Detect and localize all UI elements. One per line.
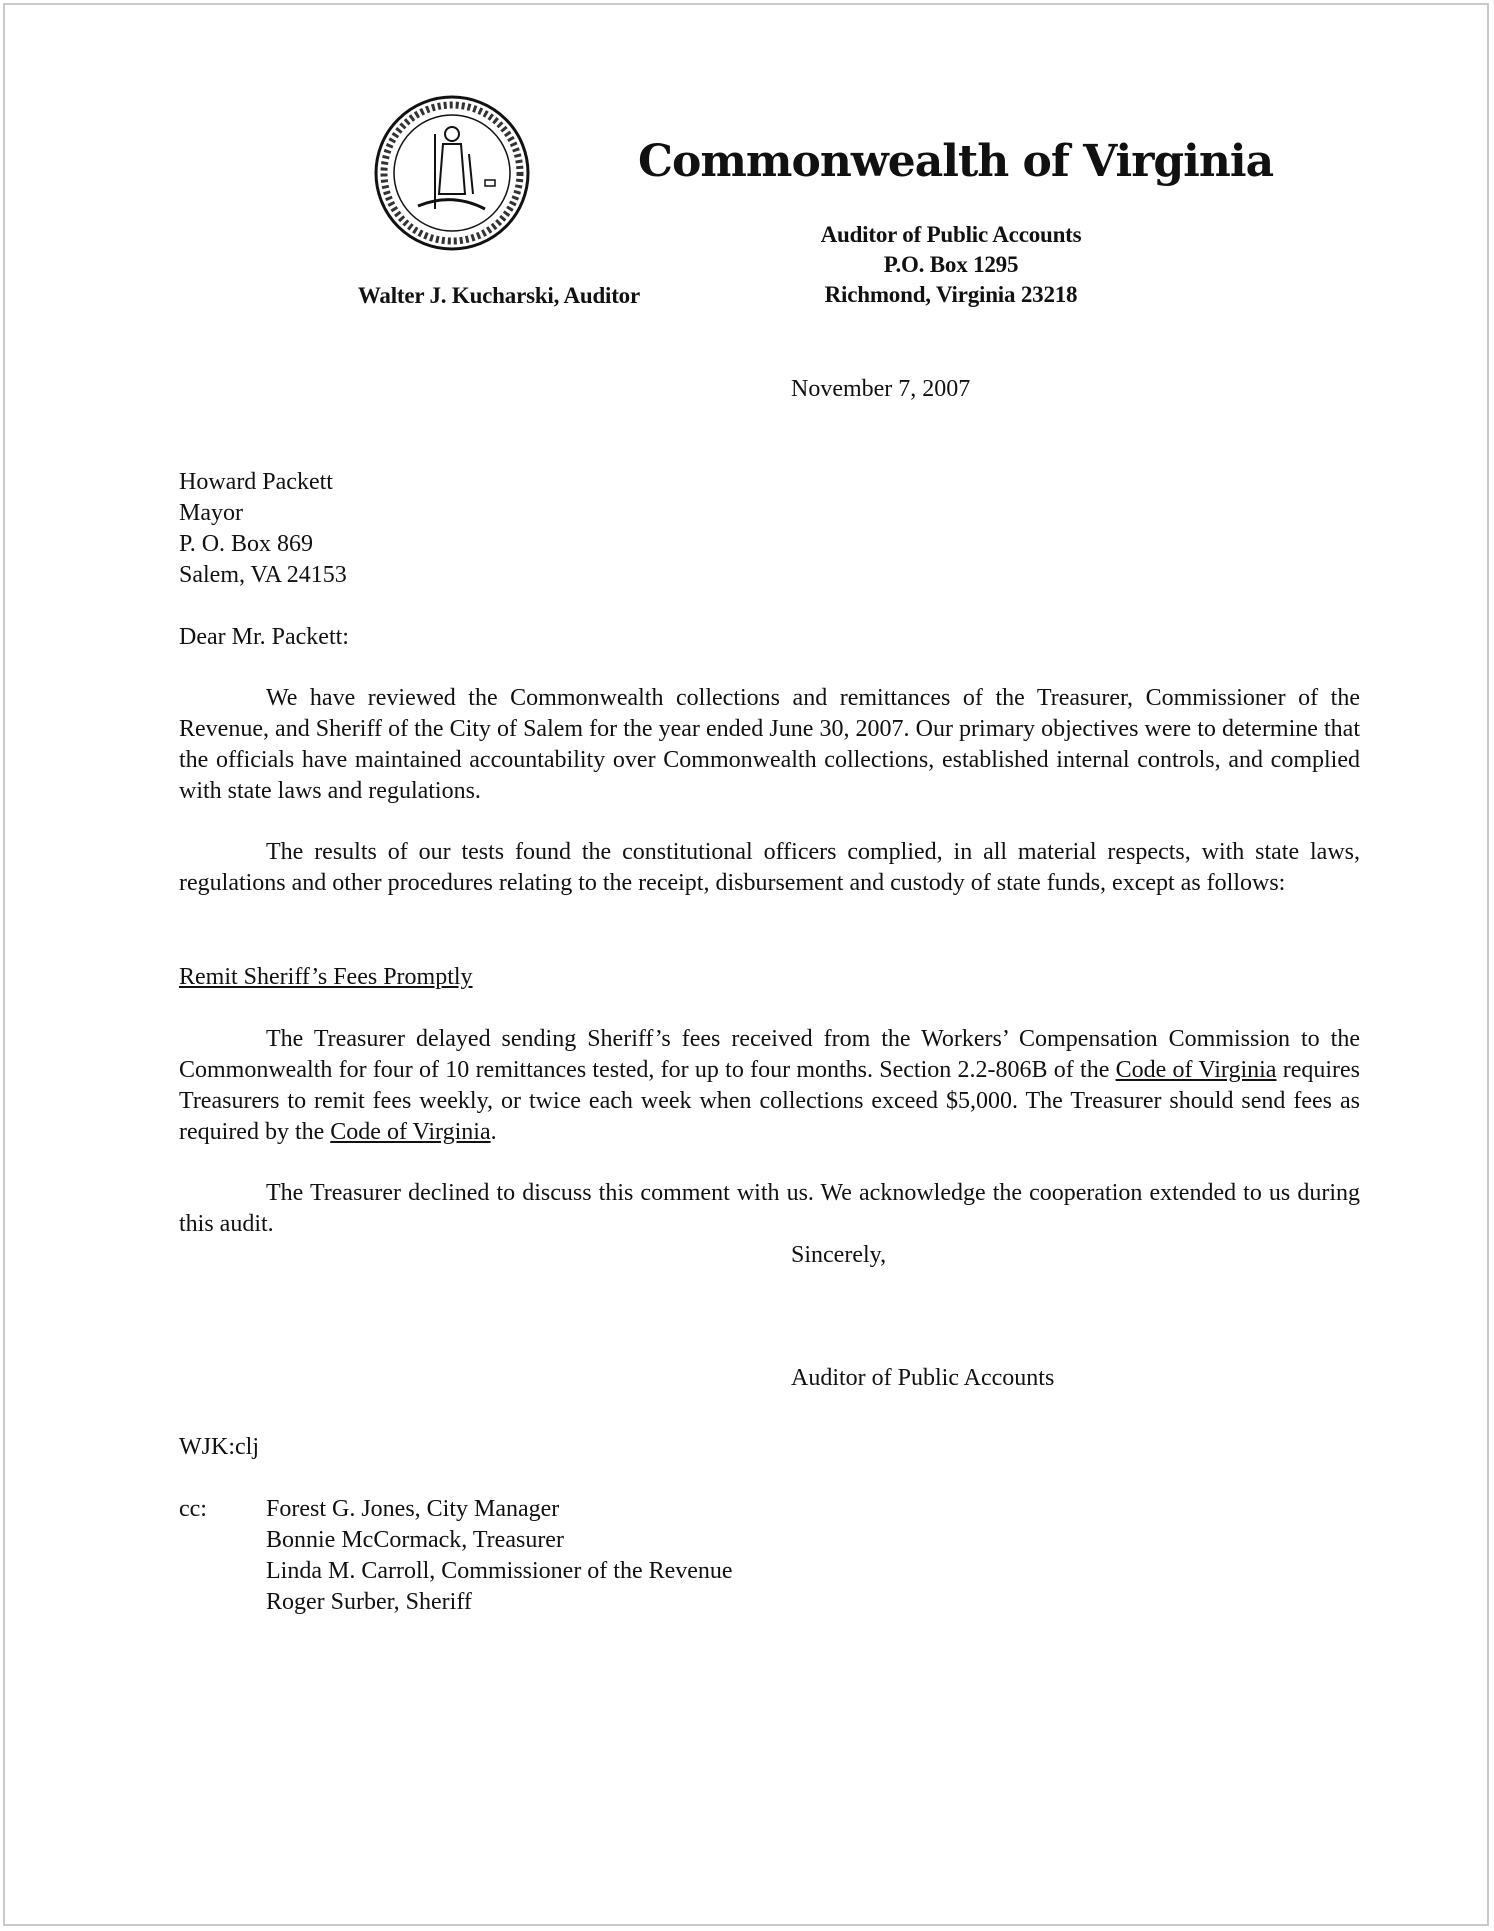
office-address [751,220,1151,310]
recipient-address [179,467,347,591]
paragraph-3-text: The Treasurer delayed sending Sheriff’s fees received from the Workers’ Compensation Commission to the Commonwealth for four of 10 remittances tested, for up to four months. Section 2.2-806B of the [179,1026,1360,1083]
cc-list [266,1494,733,1618]
paragraph-3-text: requires Treasurers to remit fees weekly, or twice each week when collections exceed $5,000. The Treasurer should send fees as required by the [179,1057,1361,1145]
virginia-seal-logo [373,94,531,252]
paragraph-3 [179,1024,1360,1148]
typist-initials: WJK:clj [179,1434,259,1460]
cc-recipient: Bonnie McCormack, Treasurer [266,1527,564,1553]
office-line: P.O. Box 1295 [883,252,1019,277]
cc-recipient: Roger Surber, Sheriff [266,1589,472,1615]
closing: Sincerely, [791,1242,887,1268]
office-line: Auditor of Public Accounts [820,222,1082,247]
letter-date: November 7, 2007 [791,376,971,402]
auditor-name: Walter J. Kucharski, Auditor [357,283,640,308]
salutation: Dear Mr. Packett: [179,624,349,650]
paragraph-3-text: . [490,1119,497,1145]
paragraph-1: We have reviewed the Commonwealth collections and remittances of the Treasurer, Commissioner of the Revenue, and Sheriff of the City of Salem for the year ended June 30, 2007. Our primary objectives were to determine that the officials have maintained accountability over Commonwealth collections, established internal controls, and complied with state laws and regulations. [179,685,1360,804]
cc-label: cc: [179,1496,207,1522]
office-line: Richmond, Virginia 23218 [824,282,1078,307]
recipient-line: Howard Packett [179,469,333,495]
paragraph-4: The Treasurer declined to discuss this comment with us. We acknowledge the cooperation extended to us during this audit. [179,1180,1360,1237]
paragraph-2: The results of our tests found the constitutional officers complied, in all material respects, with state laws, regulations and other procedures relating to the receipt, disbursement and custody of state funds, except as follows: [179,839,1360,896]
code-of-virginia-reference: Code of Virginia [1115,1057,1277,1083]
recipient-line: Salem, VA 24153 [179,562,347,588]
cc-recipient: Forest G. Jones, City Manager [266,1496,560,1522]
cc-recipient: Linda M. Carroll, Commissioner of the Revenue [266,1558,733,1584]
signature-block: Auditor of Public Accounts [791,1365,1055,1391]
letterhead-title: Commonwealth of Virginia [638,136,1274,187]
code-of-virginia-reference: Code of Virginia [330,1119,491,1145]
recipient-line: P. O. Box 869 [179,531,314,557]
finding-heading: Remit Sheriff’s Fees Promptly [179,964,473,990]
recipient-line: Mayor [179,500,243,526]
